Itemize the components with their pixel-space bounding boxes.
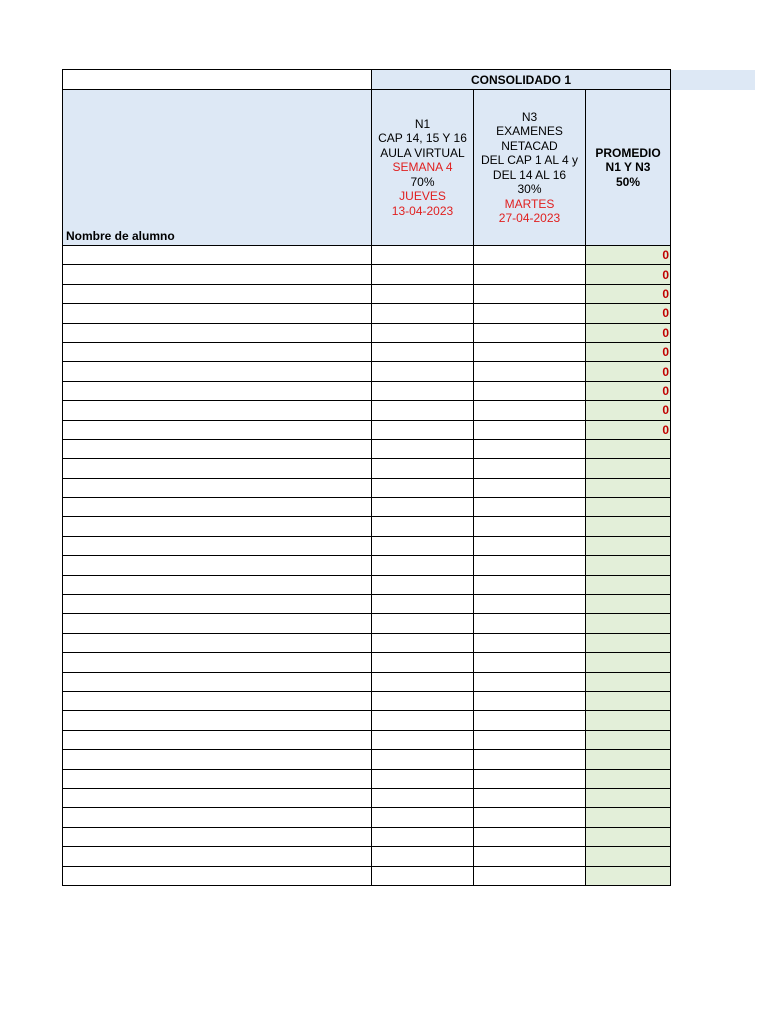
n1-weight: 70%: [410, 174, 435, 189]
table-row: [63, 420, 755, 439]
n1-grade-cell[interactable]: [372, 730, 474, 749]
student-name-cell[interactable]: [63, 711, 372, 730]
promedio-cell[interactable]: [586, 672, 671, 691]
empty-extra-cell: [671, 827, 755, 846]
n1-grade-cell[interactable]: [372, 691, 474, 710]
promedio-cell[interactable]: 0: [586, 381, 671, 400]
n1-grade-cell[interactable]: [372, 595, 474, 614]
promedio-cell[interactable]: [586, 750, 671, 769]
n1-grade-cell[interactable]: [372, 381, 474, 400]
empty-extra-cell: [671, 866, 755, 885]
n3-grade-cell[interactable]: [474, 459, 586, 478]
student-name-cell[interactable]: [63, 439, 372, 458]
grades-table: [62, 69, 755, 886]
table-row: [63, 730, 755, 749]
n3-grade-cell[interactable]: [474, 730, 586, 749]
n3-grade-cell[interactable]: [474, 342, 586, 361]
promedio-cell[interactable]: [586, 653, 671, 672]
n1-grade-cell[interactable]: [372, 246, 474, 265]
n1-week: SEMANA 4: [392, 160, 453, 175]
empty-extra-cell: [671, 90, 755, 246]
n3-grade-cell[interactable]: [474, 265, 586, 284]
promedio-label: PROMEDIO: [595, 145, 661, 160]
student-name-cell[interactable]: [63, 478, 372, 497]
student-name-cell[interactable]: [63, 323, 372, 342]
empty-extra-cell: [671, 420, 755, 439]
student-name-cell[interactable]: [63, 866, 372, 885]
table-row: [63, 439, 755, 458]
promedio-cell[interactable]: [586, 517, 671, 536]
promedio-cell[interactable]: [586, 575, 671, 594]
empty-extra-cell: [671, 381, 755, 400]
n1-column-header: [372, 90, 474, 246]
n3-grade-cell[interactable]: [474, 246, 586, 265]
empty-extra-cell: [671, 730, 755, 749]
n1-grade-cell[interactable]: [372, 517, 474, 536]
n3-grade-cell[interactable]: [474, 536, 586, 555]
empty-extra-cell: [671, 847, 755, 866]
table-row: [63, 323, 755, 342]
student-name-cell[interactable]: [63, 614, 372, 633]
empty-extra-cell: [671, 633, 755, 652]
n1-date: 13-04-2023: [391, 203, 454, 218]
n1-grade-cell[interactable]: [372, 284, 474, 303]
n1-grade-cell[interactable]: [372, 672, 474, 691]
n3-exams: EXAMENES: [496, 124, 563, 138]
student-name-cell[interactable]: [63, 265, 372, 284]
student-name-cell[interactable]: [63, 420, 372, 439]
empty-extra-cell: [671, 769, 755, 788]
empty-extra-cell: [671, 575, 755, 594]
table-row: [63, 808, 755, 827]
student-name-cell[interactable]: [63, 827, 372, 846]
table-row: [63, 401, 755, 420]
n1-grade-cell[interactable]: [372, 866, 474, 885]
table-row: [63, 246, 755, 265]
n3-label: N3: [521, 109, 538, 124]
table-row: [63, 342, 755, 361]
empty-extra-cell: [671, 401, 755, 420]
n1-grade-cell[interactable]: [372, 847, 474, 866]
student-name-cell[interactable]: [63, 536, 372, 555]
student-name-cell[interactable]: [63, 342, 372, 361]
table-row: [63, 595, 755, 614]
table-row: [63, 362, 755, 381]
n3-weight: 30%: [517, 182, 542, 196]
n3-grade-cell[interactable]: [474, 750, 586, 769]
name-column-header: Nombre de alumno: [63, 90, 372, 246]
promedio-cell[interactable]: [586, 691, 671, 710]
n1-grade-cell[interactable]: [372, 420, 474, 439]
empty-extra-cell: [671, 439, 755, 458]
table-row: [63, 459, 755, 478]
n1-grade-cell[interactable]: [372, 498, 474, 517]
empty-extra-cell: [671, 498, 755, 517]
n3-grade-cell[interactable]: [474, 614, 586, 633]
promedio-cell[interactable]: [586, 827, 671, 846]
table-row: [63, 556, 755, 575]
table-row: [63, 653, 755, 672]
empty-extra-cell: [671, 750, 755, 769]
promedio-cell[interactable]: 0: [586, 401, 671, 420]
promedio-cell[interactable]: [586, 439, 671, 458]
promedio-cell[interactable]: 0: [586, 304, 671, 323]
promedio-cell[interactable]: [586, 769, 671, 788]
n3-grade-cell[interactable]: [474, 711, 586, 730]
n1-grade-cell[interactable]: [372, 536, 474, 555]
n1-grade-cell[interactable]: [372, 323, 474, 342]
table-row: [63, 847, 755, 866]
promedio-cell[interactable]: 0: [586, 323, 671, 342]
n3-date: 27-04-2023: [498, 211, 561, 225]
n3-grade-cell[interactable]: [474, 304, 586, 323]
n1-grade-cell[interactable]: [372, 788, 474, 807]
table-row: [63, 536, 755, 555]
n3-grade-cell[interactable]: [474, 827, 586, 846]
table-row: [63, 304, 755, 323]
n1-grade-cell[interactable]: [372, 265, 474, 284]
student-name-cell[interactable]: [63, 401, 372, 420]
n1-grade-cell[interactable]: [372, 808, 474, 827]
n1-grade-cell[interactable]: [372, 478, 474, 497]
promedio-cell[interactable]: [586, 536, 671, 555]
student-name-cell[interactable]: [63, 304, 372, 323]
n1-grade-cell[interactable]: [372, 342, 474, 361]
grades-sheet: [62, 69, 754, 886]
student-name-cell[interactable]: [63, 498, 372, 517]
n3-chapters-a: DEL CAP 1 AL 4 y: [481, 153, 578, 167]
empty-extra-cell: [671, 595, 755, 614]
blank-title-cell[interactable]: [63, 70, 372, 90]
empty-extra-cell: [671, 536, 755, 555]
n3-day: MARTES: [504, 196, 555, 211]
student-name-cell[interactable]: [63, 284, 372, 303]
table-row: [63, 575, 755, 594]
promedio-cell[interactable]: 0: [586, 420, 671, 439]
n3-grade-cell[interactable]: [474, 808, 586, 827]
promedio-cell[interactable]: [586, 788, 671, 807]
promedio-cell[interactable]: 0: [586, 342, 671, 361]
student-name-cell[interactable]: [63, 730, 372, 749]
student-name-cell[interactable]: [63, 769, 372, 788]
table-row: [63, 711, 755, 730]
empty-extra-cell: [671, 711, 755, 730]
promedio-cell[interactable]: 0: [586, 246, 671, 265]
n1-grade-cell[interactable]: [372, 633, 474, 652]
n3-grade-cell[interactable]: [474, 788, 586, 807]
table-row: [63, 691, 755, 710]
empty-extra-cell: [671, 342, 755, 361]
empty-extra-cell: [671, 614, 755, 633]
empty-extra-cell: [671, 672, 755, 691]
promedio-cell[interactable]: [586, 478, 671, 497]
blue-extension-cell: [671, 70, 755, 90]
promedio-cell[interactable]: 0: [586, 362, 671, 381]
table-row: [63, 750, 755, 769]
student-name-cell[interactable]: [63, 750, 372, 769]
n3-grade-cell[interactable]: [474, 672, 586, 691]
n3-grade-cell[interactable]: [474, 633, 586, 652]
n1-grade-cell[interactable]: [372, 750, 474, 769]
student-name-cell[interactable]: [63, 517, 372, 536]
n3-column-header: [474, 90, 586, 246]
promedio-cell[interactable]: [586, 556, 671, 575]
n1-day: JUEVES: [399, 189, 446, 204]
empty-extra-cell: [671, 808, 755, 827]
n3-grade-cell[interactable]: [474, 653, 586, 672]
n1-grade-cell[interactable]: [372, 439, 474, 458]
header-row: [63, 90, 755, 246]
promedio-column-header: [586, 90, 671, 246]
n3-source: NETACAD: [501, 138, 558, 153]
n3-grade-cell[interactable]: [474, 769, 586, 788]
n1-grade-cell[interactable]: [372, 827, 474, 846]
n3-grade-cell[interactable]: [474, 381, 586, 400]
n3-grade-cell[interactable]: [474, 420, 586, 439]
table-row: [63, 284, 755, 303]
n1-grade-cell[interactable]: [372, 459, 474, 478]
table-row: [63, 478, 755, 497]
n3-grade-cell[interactable]: [474, 284, 586, 303]
student-name-cell[interactable]: [63, 459, 372, 478]
empty-extra-cell: [671, 459, 755, 478]
promedio-cell[interactable]: [586, 711, 671, 730]
student-name-cell[interactable]: [63, 633, 372, 652]
n3-grade-cell[interactable]: [474, 866, 586, 885]
promedio-cell[interactable]: [586, 808, 671, 827]
empty-extra-cell: [671, 653, 755, 672]
promedio-formula: N1 Y N3: [605, 160, 651, 175]
promedio-weight: 50%: [615, 174, 641, 189]
student-name-cell[interactable]: [63, 788, 372, 807]
n1-grade-cell[interactable]: [372, 614, 474, 633]
n3-grade-cell[interactable]: [474, 439, 586, 458]
n3-grade-cell[interactable]: [474, 401, 586, 420]
n3-grade-cell[interactable]: [474, 498, 586, 517]
promedio-cell[interactable]: [586, 847, 671, 866]
n1-label: N1: [414, 116, 431, 131]
student-name-cell[interactable]: [63, 556, 372, 575]
n1-grade-cell[interactable]: [372, 362, 474, 381]
promedio-cell[interactable]: [586, 498, 671, 517]
n3-grade-cell[interactable]: [474, 847, 586, 866]
table-row: [63, 517, 755, 536]
table-row: [63, 866, 755, 885]
table-row: [63, 614, 755, 633]
n3-grade-cell[interactable]: [474, 517, 586, 536]
empty-extra-cell: [671, 691, 755, 710]
n3-grade-cell[interactable]: [474, 575, 586, 594]
consolidado-title: CONSOLIDADO 1: [372, 70, 671, 90]
promedio-cell[interactable]: [586, 614, 671, 633]
empty-extra-cell: [671, 265, 755, 284]
n1-grade-cell[interactable]: [372, 711, 474, 730]
promedio-cell[interactable]: [586, 730, 671, 749]
promedio-cell[interactable]: [586, 866, 671, 885]
promedio-cell[interactable]: 0: [586, 265, 671, 284]
student-name-cell[interactable]: [63, 246, 372, 265]
table-row: [63, 498, 755, 517]
promedio-cell[interactable]: [586, 633, 671, 652]
n1-grade-cell[interactable]: [372, 556, 474, 575]
title-row: [63, 70, 755, 90]
student-name-cell[interactable]: [63, 691, 372, 710]
n3-grade-cell[interactable]: [474, 323, 586, 342]
empty-extra-cell: [671, 556, 755, 575]
empty-extra-cell: [671, 517, 755, 536]
student-name-cell[interactable]: [63, 575, 372, 594]
table-row: [63, 633, 755, 652]
table-row: [63, 265, 755, 284]
promedio-cell[interactable]: [586, 459, 671, 478]
empty-extra-cell: [671, 284, 755, 303]
table-row: [63, 769, 755, 788]
n3-grade-cell[interactable]: [474, 362, 586, 381]
table-row: [63, 788, 755, 807]
student-name-cell[interactable]: [63, 595, 372, 614]
n3-grade-cell[interactable]: [474, 691, 586, 710]
empty-extra-cell: [671, 246, 755, 265]
n1-grade-cell[interactable]: [372, 401, 474, 420]
promedio-cell[interactable]: 0: [586, 284, 671, 303]
n3-grade-cell[interactable]: [474, 478, 586, 497]
student-name-cell[interactable]: [63, 362, 372, 381]
n1-chapters: CAP 14, 15 Y 16: [378, 131, 467, 146]
empty-extra-cell: [671, 478, 755, 497]
empty-extra-cell: [671, 788, 755, 807]
n1-grade-cell[interactable]: [372, 769, 474, 788]
empty-extra-cell: [671, 323, 755, 342]
student-name-cell[interactable]: [63, 808, 372, 827]
table-row: [63, 672, 755, 691]
promedio-cell[interactable]: [586, 595, 671, 614]
n3-grade-cell[interactable]: [474, 595, 586, 614]
table-row: [63, 827, 755, 846]
empty-extra-cell: [671, 304, 755, 323]
n1-grade-cell[interactable]: [372, 304, 474, 323]
table-row: [63, 381, 755, 400]
student-name-cell[interactable]: [63, 381, 372, 400]
student-name-cell[interactable]: [63, 672, 372, 691]
student-name-cell[interactable]: [63, 847, 372, 866]
n1-grade-cell[interactable]: [372, 575, 474, 594]
student-name-cell[interactable]: [63, 653, 372, 672]
n3-chapters-b: DEL 14 AL 16: [492, 167, 567, 182]
empty-extra-cell: [671, 362, 755, 381]
n1-source: AULA VIRTUAL: [380, 145, 465, 160]
n1-grade-cell[interactable]: [372, 653, 474, 672]
n3-grade-cell[interactable]: [474, 556, 586, 575]
